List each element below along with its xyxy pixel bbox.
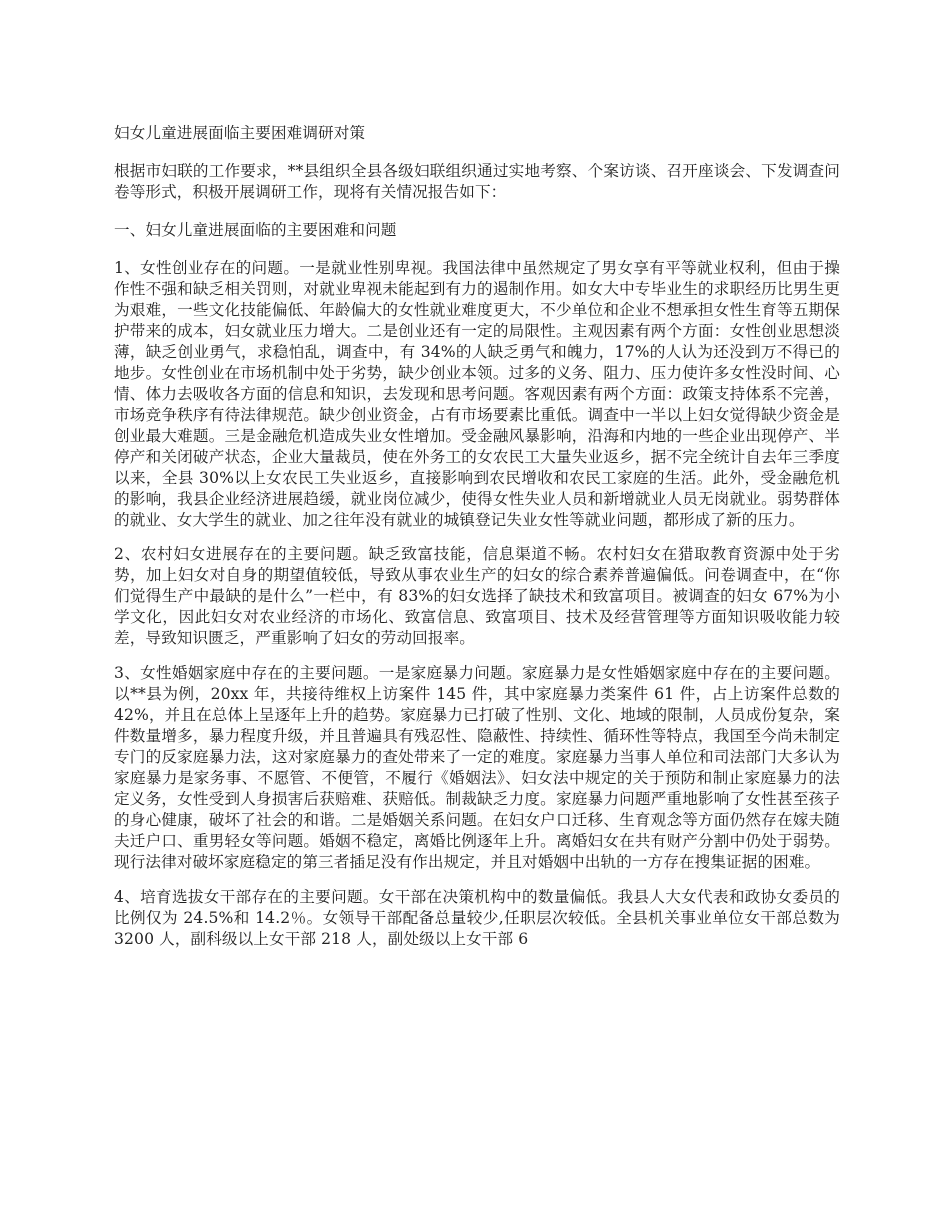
section-heading: 一、妇女儿童进展面临的主要困难和问题: [114, 221, 397, 239]
intro-paragraph: 根据市妇联的工作要求，**县组织全县各级妇联组织通过实地考察、个案访谈、召开座谈会、下发调查问卷等形式，积极开展调研工作，现将有关情况报告如下：: [114, 162, 840, 201]
document-title: 妇女儿童进展面临主要困难调研对策: [114, 124, 366, 142]
paragraph-women-entrepreneurship: 1、女性创业存在的问题。一是就业性别卑视。我国法律中虽然规定了男女享有平等就业权利，但由于操作性不强和缺乏相关罚则，对就业卑视未能起到有力的遏制作用。如女大中专毕业生的求职经历比男生更为艰难，一些文化技能偏低、年龄偏大的女性就业难度更大，不少单位和企业不想承担女性生育等五期保护带来的成本，妇女就业压力增大。二是创业还有一定的局限性。主观因素有两个方面：女性创业思想淡薄，缺乏创业勇气，求稳怕乱，调查中，有 34%的人缺乏勇气和魄力，17%的人认为还没到万不得已的地步。女性创业在市场机制中处于劣势，缺少创业本领。过多的义务、阻力、压力使许多女性没时间、心情、体力去吸收各方面的信息和知识，去发现和思考问题。客观因素有两个方面：政策支持体系不完善，市场竞争秩序有待法律规范。缺少创业资金，占有市场要素比重低。调查中一半以上妇女觉得缺少资金是创业最大难题。三是金融危机造成失业女性增加。受金融风暴影响，沿海和内地的一些企业出现停产、半停产和关闭破产状态，企业大量裁员，使在外务工的女农民工大量失业返乡，据不完全统计自去年三季度以来，全县 30%以上女农民工失业返乡，直接影响到农民增收和农民工家庭的生活。此外，受金融危机的影响，我县企业经济进展趋缓，就业岗位减少，使得女性失业人员和新增就业人员无岗就业。弱势群体的就业、女大学生的就业、加之往年没有就业的城镇登记失业女性等就业问题，都形成了新的压力。: [114, 259, 840, 529]
paragraph-marriage-family: 3、女性婚姻家庭中存在的主要问题。一是家庭暴力问题。家庭暴力是女性婚姻家庭中存在的主要问题。以**县为例，20xx 年，共接待维权上访案件 145 件，其中家庭暴力类案件 61 件，占上访案件总数的 42%，并且在总体上呈逐年上升的趋势。家庭暴力已打破了性别、文化、地域的限制，人员成份复杂，案件数量增多，暴力程度升级，并且普遍具有残忍性、隐蔽性、持续性、循环性等特点，我国至今尚未制定专门的反家庭暴力法，这对家庭暴力的查处带来了一定的难度。家庭暴力当事人单位和司法部门大多认为家庭暴力是家务事、不愿管、不便管，不履行《婚姻法》、妇女法中规定的关于预防和制止家庭暴力的法定义务，女性受到人身损害后获赔难、获赔低。制裁缺乏力度。家庭暴力问题严重地影响了女性甚至孩子的身心健康，破坏了社会的和谐。二是婚姻关系问题。在妇女户口迁移、生育观念等方面仍然存在嫁夫随夫迁户口、重男轻女等问题。婚姻不稳定，离婚比例逐年上升。离婚妇女在共有财产分割中仍处于弱势。现行法律对破坏家庭稳定的第三者插足没有作出规定，并且对婚姻中出轨的一方存在搜集证据的困难。: [114, 664, 840, 871]
document-body: [114, 123, 840, 961]
paragraph-rural-women: 2、农村妇女进展存在的主要问题。缺乏致富技能，信息渠道不畅。农村妇女在猎取教育资源中处于劣势，加上妇女对自身的期望值较低，导致从事农业生产的妇女的综合素养普遍偏低。问卷调查中，在“你们觉得生产中最缺的是什么”一栏中，有 83%的妇女选择了缺技术和致富项目。被调查的妇女 67%为小学文化，因此妇女对农业经济的市场化、致富信息、致富项目、技术及经营管理等方面知识吸收能力较差，导致知识匮乏，严重影响了妇女的劳动回报率。: [114, 545, 840, 647]
paragraph-female-cadres: 4、培育选拔女干部存在的主要问题。女干部在决策机构中的数量偏低。我县人大女代表和政协女委员的比例仅为 24.5%和 14.2％。女领导干部配备总量较少,任职层次较低。全县机关事业单位女干部总数为 3200 人，副科级以上女干部 218 人，副处级以上女干部 6: [114, 888, 840, 948]
